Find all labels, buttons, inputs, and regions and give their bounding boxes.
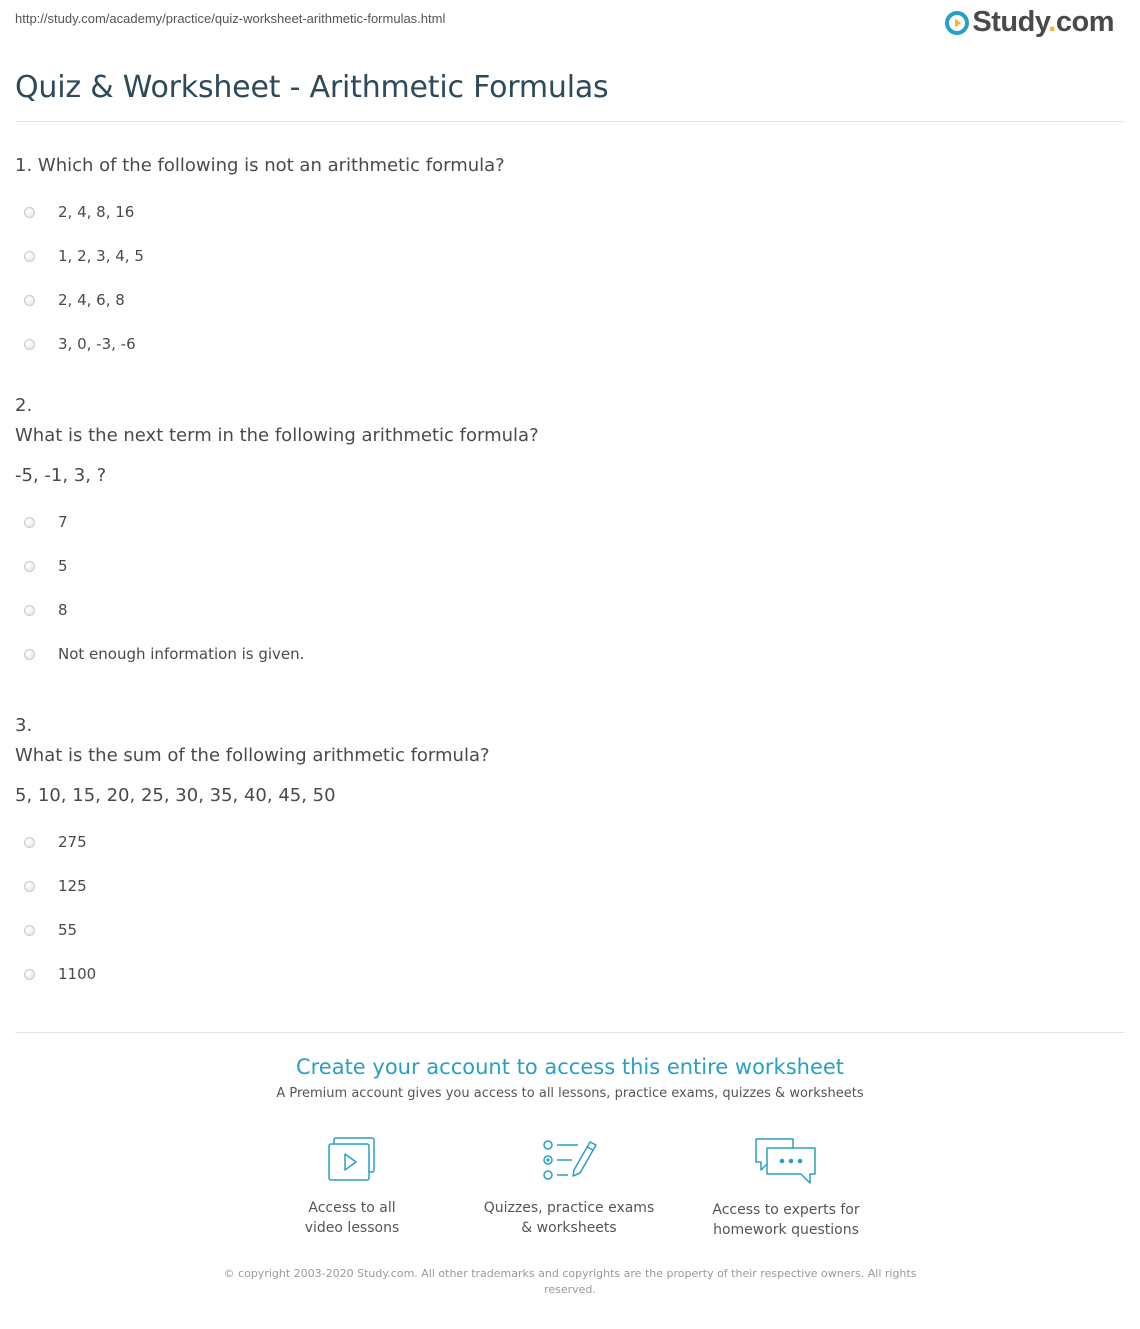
answer-option[interactable] [15, 234, 1115, 278]
question-3-prompt: What is the sum of the following arithmetic formula? [15, 745, 490, 766]
answer-option[interactable] [15, 588, 1115, 632]
answer-option[interactable] [15, 278, 1115, 322]
radio-button[interactable] [24, 339, 35, 350]
feature-line: Access to all [308, 1200, 396, 1216]
answer-option[interactable] [15, 500, 1115, 544]
answer-option[interactable] [15, 864, 1115, 908]
feature-line: Quizzes, practice exams [483, 1200, 655, 1216]
answer-option[interactable] [15, 908, 1115, 952]
option-label: 3, 0, -3, -6 [58, 335, 136, 353]
option-label: 7 [58, 513, 68, 531]
radio-button[interactable] [24, 881, 35, 892]
option-label: 1100 [58, 965, 97, 983]
option-label: 125 [58, 877, 87, 895]
feature-label [469, 1198, 669, 1238]
radio-button[interactable] [24, 925, 35, 936]
question-2-options [15, 500, 1115, 676]
option-label: Not enough information is given. [58, 645, 305, 663]
premium-description: A Premium account gives you access to all lessons, practice exams, quizzes & worksheets [276, 1086, 864, 1101]
play-circle-icon [945, 11, 969, 35]
quiz-list-icon [540, 1136, 598, 1184]
option-label: 2, 4, 6, 8 [58, 291, 125, 309]
question-2 [15, 394, 1115, 676]
option-label: 275 [58, 833, 87, 851]
feature-quizzes [469, 1136, 669, 1238]
question-2-prompt: What is the next term in the following arithmetic formula? [15, 425, 539, 446]
answer-option[interactable] [15, 322, 1115, 366]
radio-button[interactable] [24, 251, 35, 262]
option-label: 5 [58, 557, 68, 575]
answer-option[interactable] [15, 952, 1115, 996]
question-3-options [15, 820, 1115, 996]
feature-experts [686, 1136, 886, 1240]
logo-tld: com [1055, 6, 1114, 38]
feature-line: Access to experts for [712, 1202, 860, 1218]
logo-wordmark [972, 6, 1114, 39]
radio-button[interactable] [24, 969, 35, 980]
feature-line: & worksheets [521, 1220, 617, 1236]
question-1-number: 1. [15, 155, 33, 176]
question-1-prompt: Which of the following is not an arithmetic formula? [37, 155, 505, 176]
feature-line: homework questions [713, 1222, 859, 1238]
question-2-number: 2. [15, 395, 33, 416]
divider-bottom [15, 1032, 1125, 1033]
radio-button[interactable] [24, 207, 35, 218]
option-label: 8 [58, 601, 68, 619]
radio-button[interactable] [24, 605, 35, 616]
question-3-number: 3. [15, 715, 33, 736]
question-2-sequence: -5, -1, 3, ? [15, 465, 107, 486]
video-lessons-icon [325, 1136, 379, 1184]
feature-line: video lessons [304, 1220, 400, 1236]
radio-button[interactable] [24, 561, 35, 572]
page-url: http://study.com/academy/practice/quiz-worksheet-arithmetic-formulas.html [15, 11, 446, 26]
option-label: 1, 2, 3, 4, 5 [58, 247, 144, 265]
radio-button[interactable] [24, 649, 35, 660]
radio-button[interactable] [24, 517, 35, 528]
feature-label [252, 1198, 452, 1238]
option-label: 55 [58, 921, 78, 939]
radio-button[interactable] [24, 295, 35, 306]
create-account-link[interactable]: Create your account to access this entire worksheet [295, 1055, 845, 1079]
logo-dot: . [1048, 6, 1056, 38]
answer-option[interactable] [15, 190, 1115, 234]
question-1-text [15, 154, 1115, 178]
question-1 [15, 154, 1115, 366]
feature-video-lessons [252, 1136, 452, 1238]
study-logo[interactable] [945, 6, 1114, 39]
answer-option[interactable] [15, 820, 1115, 864]
question-3 [15, 714, 1115, 996]
feature-label [686, 1200, 886, 1240]
question-1-options [15, 190, 1115, 366]
answer-option[interactable] [15, 632, 1115, 676]
logo-name: Study [972, 6, 1049, 38]
divider-top [15, 121, 1125, 122]
page-title: Quiz & Worksheet - Arithmetic Formulas [15, 70, 609, 105]
radio-button[interactable] [24, 837, 35, 848]
copyright-notice: © copyright 2003-2020 Study.com. All other trademarks and copyrights are the property of their respective owners. All rights reserved. [223, 1267, 917, 1296]
answer-option[interactable] [15, 544, 1115, 588]
question-3-sequence: 5, 10, 15, 20, 25, 30, 35, 40, 45, 50 [15, 785, 336, 806]
option-label: 2, 4, 8, 16 [58, 203, 135, 221]
chat-bubbles-icon [753, 1136, 819, 1186]
